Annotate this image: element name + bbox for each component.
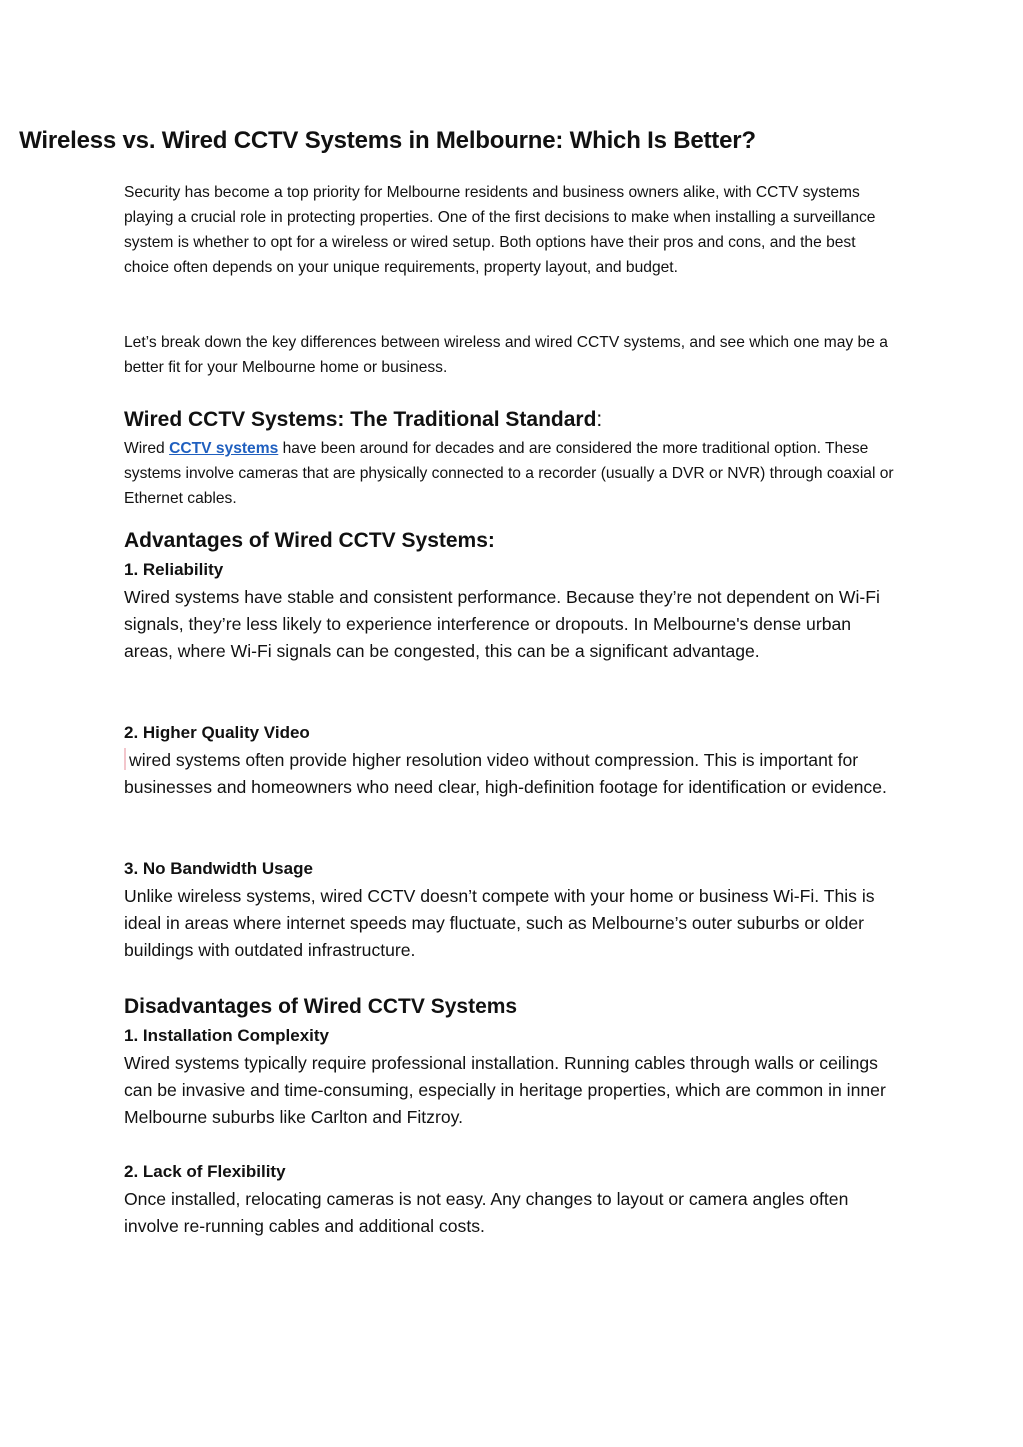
wired-intro-after: have been around for decades and are considered the more traditional option. These systems involve cameras that are physically connected to a recorder (usually a DVR or NVR) through coaxial or Ethernet cables.: [124, 440, 894, 507]
advantage-2-paragraph: [124, 747, 904, 801]
advantage-1-text: Wired systems have stable and consistent performance. Because they’re not dependent on Wi-Fi signals, they’re less likely to experience interference or dropouts. In Melbourne's dense urban areas, where Wi-Fi signals can be congested, this can be a significant advantage.: [124, 587, 880, 661]
intro-paragraph-2: Let’s break down the key differences between wireless and wired CCTV systems, and see which one may be a better fit for your Melbourne home or business.: [124, 334, 888, 376]
disadvantage-2-title: 2. Lack of Flexibility: [124, 1162, 286, 1181]
wired-intro-paragraph: [124, 436, 899, 511]
advantage-3-title: 3. No Bandwidth Usage: [124, 859, 313, 878]
advantage-3-text: Unlike wireless systems, wired CCTV doesn’t compete with your home or business Wi-Fi. This is ideal in areas where internet speeds may fluctuate, such as Melbourne’s outer suburbs or older buildings with outdated infrastructure.: [124, 886, 875, 960]
disadvantage-1-title: 1. Installation Complexity: [124, 1026, 329, 1045]
wired-intro-before: Wired: [124, 440, 170, 457]
advantage-2-text: wired systems often provide higher resolution video without compression. This is important for businesses and homeowners who need clear, high-definition footage for identification or evidence.: [124, 750, 887, 797]
text-cursor-mark: [124, 748, 126, 770]
wired-heading-colon: :: [596, 408, 603, 431]
document-title: Wireless vs. Wired CCTV Systems in Melbourne: Which Is Better?: [19, 127, 756, 154]
advantage-1-title: 1. Reliability: [124, 560, 224, 579]
advantage-2-title: 2. Higher Quality Video: [124, 723, 310, 742]
disadvantage-1-text: Wired systems typically require professional installation. Running cables through walls or ceilings can be invasive and time-consuming, especially in heritage properties, which are common in inner Melbourne suburbs like Carlton and Fitzroy.: [124, 1053, 886, 1127]
disadvantages-heading: Disadvantages of Wired CCTV Systems: [124, 995, 518, 1018]
cctv-systems-link[interactable]: CCTV systems: [169, 440, 279, 457]
wired-section-heading: [124, 406, 602, 434]
intro-paragraph-1: Security has become a top priority for Melbourne residents and business owners alike, with CCTV systems playing a crucial role in protecting properties. One of the first decisions to make when installing a surveillance system is whether to opt for a wireless or wired setup. Both options have their pros and cons, and the best choice often depends on your unique requirements, property layout, and budget.: [124, 184, 876, 276]
wired-heading-text: Wired CCTV Systems: The Traditional Standard: [124, 408, 597, 431]
advantages-heading: Advantages of Wired CCTV Systems:: [124, 529, 495, 552]
disadvantage-2-text: Once installed, relocating cameras is not easy. Any changes to layout or camera angles often involve re-running cables and additional costs.: [124, 1189, 849, 1236]
